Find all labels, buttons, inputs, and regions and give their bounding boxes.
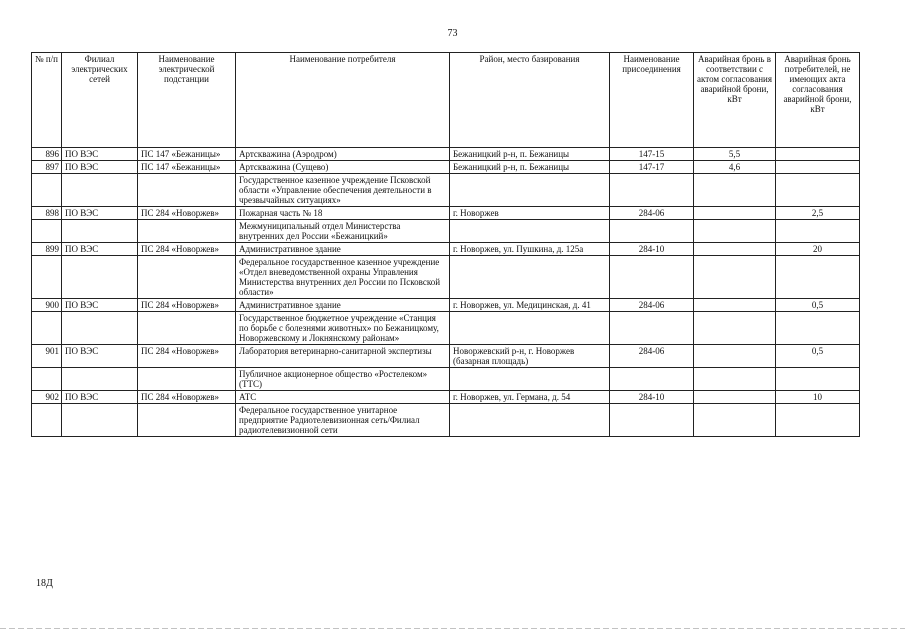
row-number: 900 (32, 299, 62, 312)
reserve-no-act-cell (776, 148, 860, 161)
branch-cell: ПО ВЭС (62, 243, 138, 256)
reserve-act-cell (694, 312, 776, 345)
substation-cell (138, 256, 236, 299)
branch-cell (62, 256, 138, 299)
reserve-act-cell: 4,6 (694, 161, 776, 174)
reserve-act-cell (694, 220, 776, 243)
consumer-cell: Административное здание (236, 243, 450, 256)
connection-cell (610, 368, 694, 391)
table-row (32, 299, 860, 312)
reserve-act-cell (694, 243, 776, 256)
header-reserve-no-act: Аварийная бронь потребителей, не имеющих акта согласования аварийной брони, кВт (776, 53, 860, 148)
substation-cell: ПС 284 «Новоржев» (138, 391, 236, 404)
reserve-act-cell (694, 391, 776, 404)
substation-cell (138, 174, 236, 207)
reserve-act-cell (694, 207, 776, 220)
connection-cell: 284-06 (610, 299, 694, 312)
branch-cell: ПО ВЭС (62, 345, 138, 368)
consumer-cell: Государственное бюджетное учреждение «Станция по борьбе с болезнями животных» по Бежаницкому, Новоржевскому и Локнянскому районам» (236, 312, 450, 345)
reserve-act-cell: 5,5 (694, 148, 776, 161)
reserve-no-act-cell (776, 174, 860, 207)
connection-cell: 284-06 (610, 345, 694, 368)
header-location: Район, место базирования (450, 53, 610, 148)
reserve-no-act-cell: 0,5 (776, 299, 860, 312)
branch-cell: ПО ВЭС (62, 148, 138, 161)
substation-cell: ПС 284 «Новоржев» (138, 243, 236, 256)
location-cell: г. Новоржев, ул. Медицинская, д. 41 (450, 299, 610, 312)
table-row (32, 161, 860, 174)
substation-cell: ПС 284 «Новоржев» (138, 345, 236, 368)
connection-cell (610, 220, 694, 243)
reserve-no-act-cell (776, 220, 860, 243)
location-cell (450, 174, 610, 207)
table-row (32, 404, 860, 437)
row-number: 902 (32, 391, 62, 404)
connection-cell: 284-06 (610, 207, 694, 220)
consumer-cell: Пожарная часть № 18 (236, 207, 450, 220)
connection-cell: 147-17 (610, 161, 694, 174)
consumer-cell: Артскважина (Аэродром) (236, 148, 450, 161)
consumer-cell: Публичное акционерное общество «Ростелеком» (ТТС) (236, 368, 450, 391)
header-branch: Филиал электрических сетей (62, 53, 138, 148)
location-cell: Новоржевский р-н, г. Новоржев (базарная площадь) (450, 345, 610, 368)
page-number: 73 (447, 28, 458, 39)
table-body (32, 148, 860, 437)
row-number: 898 (32, 207, 62, 220)
table-row (32, 207, 860, 220)
table-row (32, 243, 860, 256)
table-row (32, 220, 860, 243)
row-number: 896 (32, 148, 62, 161)
reserve-no-act-cell (776, 404, 860, 437)
substation-cell: ПС 147 «Бежаницы» (138, 148, 236, 161)
table-row (32, 148, 860, 161)
header-connection: Наименование присоединения (610, 53, 694, 148)
table-row (32, 368, 860, 391)
consumer-cell: АТС (236, 391, 450, 404)
header-reserve-act: Аварийная бронь в соответствии с актом согласования аварийной брони, кВт (694, 53, 776, 148)
branch-cell: ПО ВЭС (62, 299, 138, 312)
row-number: 897 (32, 161, 62, 174)
location-cell: г. Новоржев (450, 207, 610, 220)
substation-cell: ПС 147 «Бежаницы» (138, 161, 236, 174)
location-cell: Бежаницкий р-н, п. Бежаницы (450, 161, 610, 174)
consumer-cell: Артскважина (Сущево) (236, 161, 450, 174)
reserve-no-act-cell: 2,5 (776, 207, 860, 220)
reserve-no-act-cell (776, 368, 860, 391)
branch-cell (62, 312, 138, 345)
table-row (32, 391, 860, 404)
row-number (32, 368, 62, 391)
row-number (32, 312, 62, 345)
consumer-cell: Лаборатория ветеринарно-санитарной экспертизы (236, 345, 450, 368)
header-number: № п/п (32, 53, 62, 148)
reserve-act-cell (694, 299, 776, 312)
table-row (32, 345, 860, 368)
header-consumer: Наименование потребителя (236, 53, 450, 148)
consumer-cell: Межмуниципальный отдел Министерства внутренних дел России «Бежаницкий» (236, 220, 450, 243)
substation-cell: ПС 284 «Новоржев» (138, 207, 236, 220)
row-number (32, 174, 62, 207)
header-substation: Наименование электрической подстанции (138, 53, 236, 148)
consumer-cell: Федеральное государственное казенное учреждение «Отдел вневедомственной охраны Управления Министерства внутренних дел России по Псковской области» (236, 256, 450, 299)
connection-cell (610, 404, 694, 437)
consumer-cell: Федеральное государственное унитарное предприятие Радиотелевизионная сеть/Филиал радиотелевизионной сети (236, 404, 450, 437)
substation-cell (138, 404, 236, 437)
connection-cell: 147-15 (610, 148, 694, 161)
row-number (32, 220, 62, 243)
reserve-act-cell (694, 404, 776, 437)
branch-cell (62, 404, 138, 437)
reserve-no-act-cell (776, 312, 860, 345)
location-cell: г. Новоржев, ул. Германа, д. 54 (450, 391, 610, 404)
reserve-no-act-cell (776, 161, 860, 174)
table-row (32, 174, 860, 207)
location-cell: г. Новоржев, ул. Пушкина, д. 125а (450, 243, 610, 256)
location-cell (450, 404, 610, 437)
branch-cell: ПО ВЭС (62, 391, 138, 404)
table-row (32, 256, 860, 299)
reserve-act-cell (694, 256, 776, 299)
substation-cell (138, 312, 236, 345)
table-row (32, 312, 860, 345)
reserve-table (31, 52, 860, 437)
consumer-cell: Административное здание (236, 299, 450, 312)
reserve-act-cell (694, 345, 776, 368)
reserve-no-act-cell (776, 256, 860, 299)
location-cell (450, 256, 610, 299)
connection-cell: 284-10 (610, 243, 694, 256)
reserve-no-act-cell: 20 (776, 243, 860, 256)
reserve-act-cell (694, 174, 776, 207)
location-cell (450, 368, 610, 391)
location-cell: Бежаницкий р-н, п. Бежаницы (450, 148, 610, 161)
substation-cell (138, 368, 236, 391)
reserve-no-act-cell: 0,5 (776, 345, 860, 368)
branch-cell (62, 174, 138, 207)
scan-artifact-line (0, 628, 905, 629)
substation-cell (138, 220, 236, 243)
row-number (32, 256, 62, 299)
reserve-no-act-cell: 10 (776, 391, 860, 404)
table-header-row (32, 53, 860, 148)
consumer-cell: Государственное казенное учреждение Псковской области «Управление обеспечения деятельности в чрезвычайных ситуациях» (236, 174, 450, 207)
connection-cell (610, 312, 694, 345)
location-cell (450, 312, 610, 345)
branch-cell: ПО ВЭС (62, 207, 138, 220)
row-number: 899 (32, 243, 62, 256)
branch-cell (62, 220, 138, 243)
branch-cell: ПО ВЭС (62, 161, 138, 174)
connection-cell: 284-10 (610, 391, 694, 404)
branch-cell (62, 368, 138, 391)
row-number: 901 (32, 345, 62, 368)
connection-cell (610, 174, 694, 207)
footer-mark: 18Д (36, 578, 53, 589)
substation-cell: ПС 284 «Новоржев» (138, 299, 236, 312)
row-number (32, 404, 62, 437)
reserve-act-cell (694, 368, 776, 391)
connection-cell (610, 256, 694, 299)
location-cell (450, 220, 610, 243)
